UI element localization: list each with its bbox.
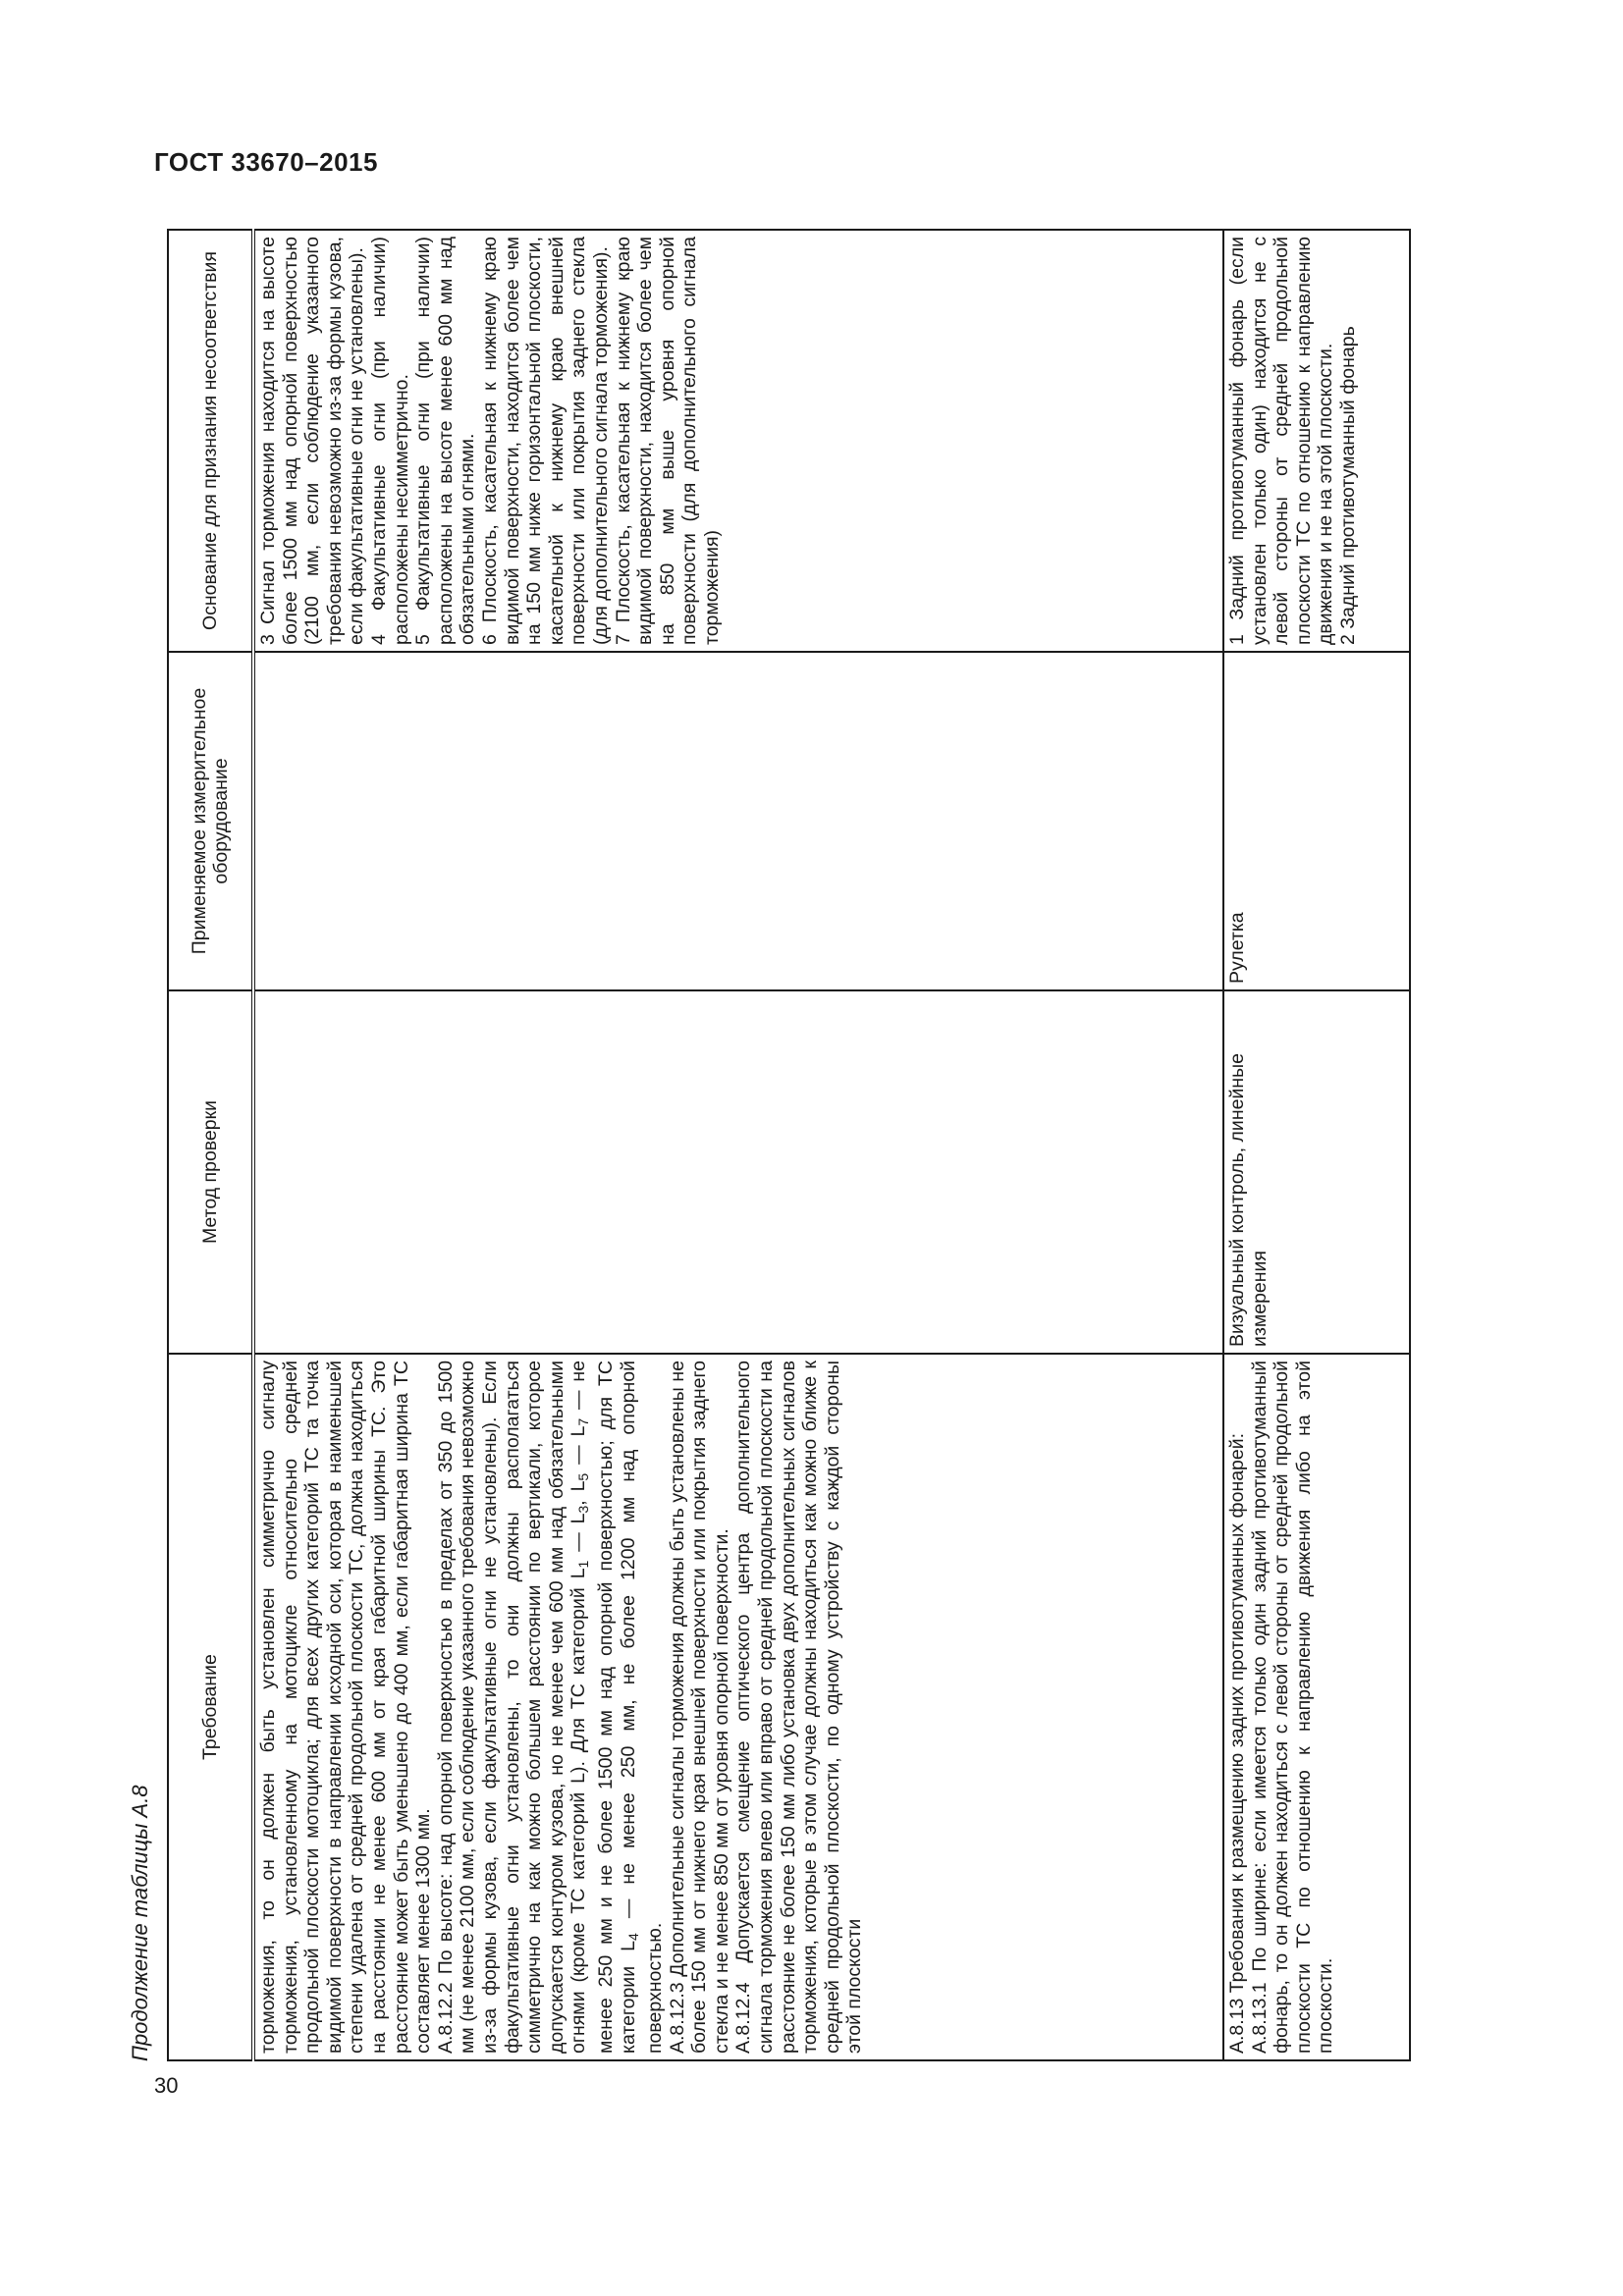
landscape-table-area — [128, 231, 1473, 2061]
requirement-cell — [253, 1354, 1223, 2060]
nonconformity-item: 7 Плоскость, касательная к нижнему краю видимой поверхности, находится более чем на 850 мм выше уровня опорной поверхности (для дополнительного сигнала торможения) — [612, 237, 723, 645]
category-subscript: 7 — [575, 1417, 592, 1426]
nonconformity-item: 1 Задний противотуманный фонарь (если установлен только один) находится не с левой стороны от средней продольной плоскости ТС по отношению к направлению движения и не на этой плоскости. — [1226, 237, 1337, 645]
category-subscript: 3 — [575, 1505, 592, 1514]
nonconformity-item: 5 Факультативные огни (при наличии) расположены на высоте менее 600 мм над обязательными огнями. — [412, 237, 479, 645]
table-caption: Продолжение таблицы А.8 — [128, 1785, 152, 2061]
nonconformity-cell — [1223, 230, 1410, 652]
column-header-requirement: Требование — [168, 1354, 253, 2060]
category-subscript: 4 — [624, 1933, 641, 1941]
category-subscript: 5 — [575, 1472, 592, 1481]
nonconformity-item: 2 Задний противотуманный фонарь — [1336, 326, 1359, 645]
category-subscript: 1 — [575, 1560, 592, 1569]
nonconformity-item: 3 Сигнал торможения находится на высоте более 1500 мм над опорной поверхностью (2100 мм, если соблюдение указанного требования невозможно из-за формы кузова, если факультативные огни не установлены). — [257, 237, 368, 645]
requirement-text: , L — [568, 1480, 590, 1506]
requirement-text: — не менее 250 мм и не более 1500 мм над опорной поверхностью; для ТС категории L — [568, 1360, 639, 2054]
requirement-paragraph: А.8.13.1 По ширине: если имеется только один задний противотуманный фонарь, то он должен находиться с левой стороны от средней продольной плоскости ТС по отношению к направлению движения либо на этой плоскости. — [1248, 1361, 1337, 2054]
method-cell — [253, 990, 1223, 1354]
nonconformity-item: 6 Плоскость, касательная к нижнему краю видимой поверхности, находится более чем на 150 мм ниже горизонтальной плоскости, касательной к нижнему краю внешней поверхности или покрытия заднего стекла (для дополнительного сигнала торможения). — [478, 237, 612, 645]
table-row — [253, 230, 1223, 2060]
column-header-equipment: Применяемое измерительное оборудование — [168, 652, 253, 990]
page-number: 30 — [154, 2073, 179, 2098]
requirement-paragraph: торможения, то он должен быть установлен симметрично сигналу торможения, установленному на мотоцикле относительно средней продольной плоскости мотоцикла; для всех других категорий ТС та точка видимой поверхности в направлении исходной оси, которая в наименьшей степени удалена от средней продольной плоскости ТС, должна находиться на расстоянии не менее 600 мм от края габаритной ширины ТС. Это расстояние может быть уменьшено до 400 мм, если габаритная ширина ТС составляет менее 1300 мм. — [257, 1361, 435, 2054]
equipment-cell: Рулетка — [1223, 652, 1410, 990]
requirement-paragraph — [435, 1361, 667, 2054]
nonconformity-cell — [253, 230, 1223, 652]
requirement-text: — не менее 250 мм, не более 1200 мм над опорной поверхностью. — [617, 1361, 667, 2054]
requirement-cell — [1223, 1354, 1410, 2060]
document-header: ГОСТ 33670–2015 — [154, 147, 378, 177]
table-row — [1223, 230, 1410, 2060]
method-cell: Визуальный контроль, линейные измерения — [1223, 990, 1410, 1354]
requirement-paragraph: А.8.12.3 Дополнительные сигналы торможения должны быть установлены не более 150 мм от нижнего края внешней поверхности или покрытия заднего стекла и не менее 850 мм от уровня опорной поверхности. — [666, 1361, 732, 2054]
requirement-paragraph: А.8.12.4 Допускается смещение оптического центра дополнительного сигнала торможения влево или вправо от средней продольной плоскости на расстояние не более 150 мм либо установка двух дополнительных сигналов торможения, которые в этом случае должны находиться как можно ближе к средней продольной плоскости, по одному устройству с каждой стороны этой плоскости — [732, 1361, 866, 2054]
equipment-cell — [253, 652, 1223, 990]
requirement-text: А.8.12.2 По высоте: над опорной поверхностью в пределах от 350 до 1500 мм (не менее 2100 мм, если соблюдение указанного требования невозможно из-за формы кузова, если факультативные огни не установлены). Если факультативные огни установлены, то они должны располагаться симметрично на как можно большем расстоянии по вертикали, которое допускается контуром кузова, но не менее чем 600 мм над обязательными огнями (кроме ТС категорий L). Для ТС категорий L — [434, 1361, 590, 2054]
column-header-nonconformity: Основание для признания несоответствия — [168, 230, 253, 652]
column-header-method: Метод проверки — [168, 990, 253, 1354]
requirement-text: — L — [568, 1513, 590, 1561]
requirement-text: — L — [568, 1425, 590, 1473]
requirements-table — [167, 229, 1411, 2061]
table-header-row — [168, 230, 253, 2060]
nonconformity-item: 4 Факультативные огни (при наличии) расположены несимметрично. — [367, 237, 412, 645]
requirement-paragraph: А.8.13 Требования к размещению задних противотуманных фонарей: — [1226, 1432, 1248, 2054]
